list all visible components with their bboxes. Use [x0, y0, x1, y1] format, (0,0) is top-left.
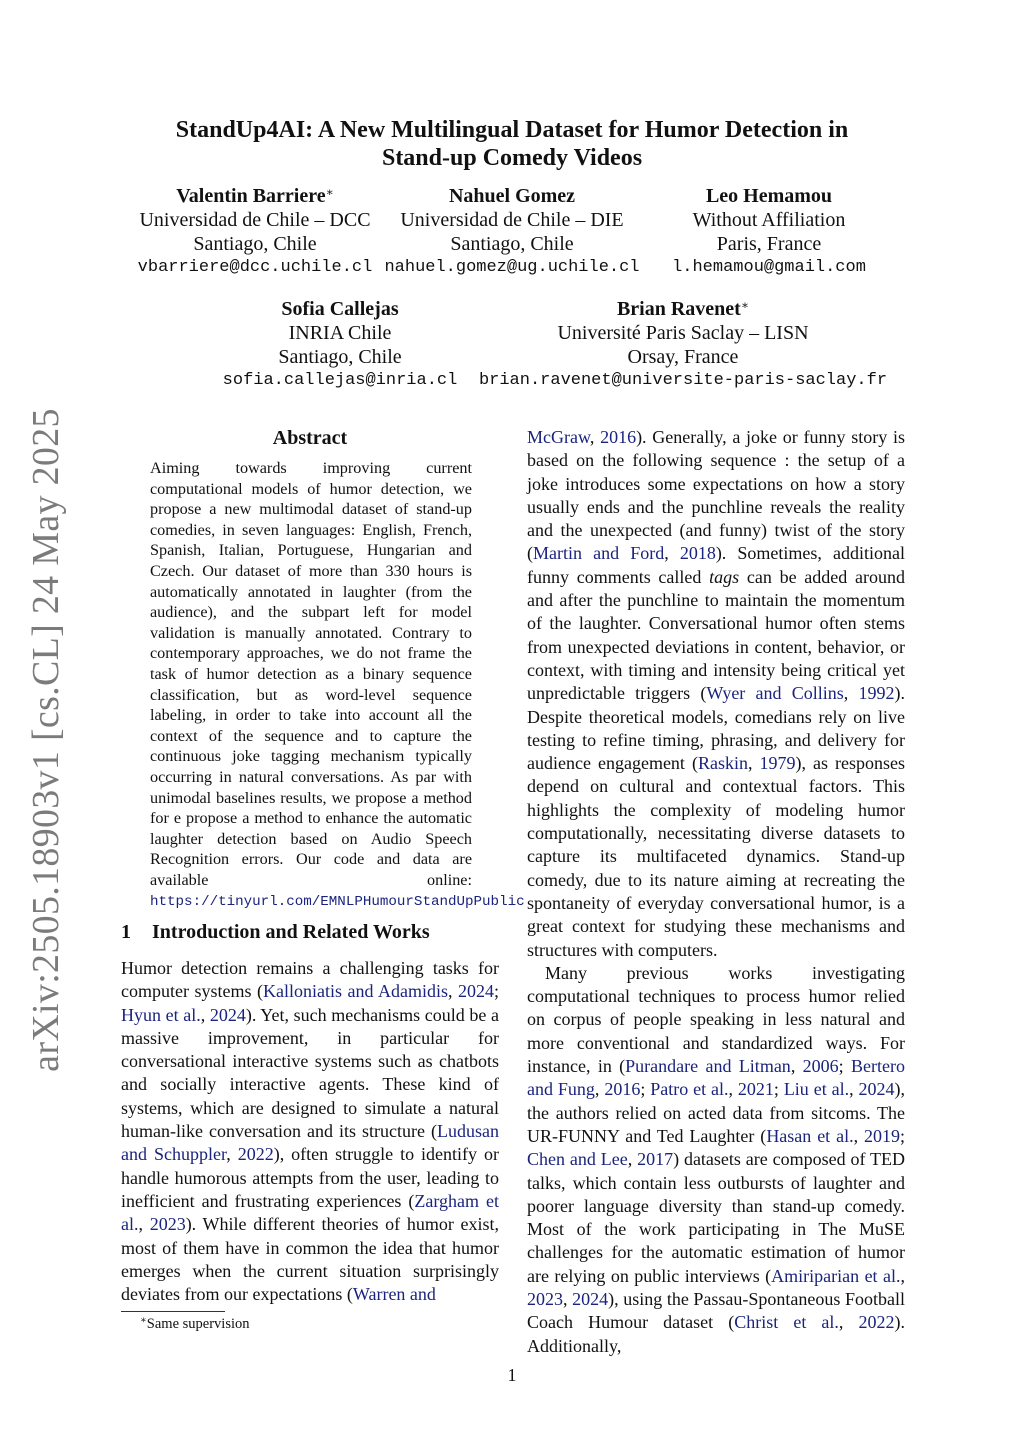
body-text: ,: [790, 1056, 803, 1077]
body-text: ,: [594, 1079, 605, 1100]
body-text: ,: [900, 1265, 905, 1286]
author-name: Leo Hemamou: [705, 185, 833, 207]
citation-link[interactable]: Hyun et al.: [121, 1004, 201, 1025]
body-text: ) datasets are composed of TED talks, which contain less outbursts of laughter and poorer language diversity than stand-up comedy. Most of the work participating in The MuSE challenges for the automatic estimation of humor are relying on public interviews (: [527, 1149, 906, 1286]
title-line-1: StandUp4AI: A New Multilingual Dataset for Humor Detection in: [175, 117, 849, 143]
author-email[interactable]: brian.ravenet@universite-paris-saclay.fr: [478, 371, 888, 390]
citation-link[interactable]: 2024: [209, 1004, 246, 1025]
body-text: ). While different theories of humor exist, most of them have in common the idea that humor emerges when the current situation surprisingly deviates from our expectations (: [121, 1214, 499, 1305]
citation-link[interactable]: 2022: [858, 1312, 895, 1333]
citation-link[interactable]: 2019: [864, 1125, 900, 1146]
author-name: Valentin Barriere: [176, 185, 326, 207]
arxiv-identifier-stamp: arXiv:2505.18903v1 [cs.CL] 24 May 2025: [25, 408, 67, 1072]
body-text: ), using the Passau-Spontaneous Football Coach Humour dataset (: [527, 1288, 906, 1333]
citation-link[interactable]: 1979: [759, 753, 796, 774]
citation-link[interactable]: 2018: [679, 543, 716, 564]
body-text: ,: [589, 427, 601, 447]
body-text: ,: [627, 1149, 638, 1170]
body-text: ;: [900, 1125, 906, 1146]
author-affiliation: Université Paris Saclay – LISN: [557, 322, 809, 344]
body-text: ;: [494, 981, 500, 1002]
code-data-link[interactable]: https://tinyurl.com/EMNLPHumourStandUpPublic: [150, 894, 525, 911]
citation-link[interactable]: 2016: [604, 1079, 641, 1100]
author-name: Brian Ravenet: [616, 298, 741, 320]
citation-link[interactable]: Patro et al.: [650, 1079, 729, 1100]
author-block-ravenet: [474, 297, 892, 393]
body-text: ), as responses depend on cultural and contextual factors. This highlights the complexity of modeling humor computationally, necessitating diverse datasets to capture its multifaceted dynamics. Stand-up comedy, due to its nature aiming at recreating the spontaneity of everyday conversational humor, is a great context for studying these mechanisms and structures with computers.: [527, 753, 905, 960]
author-block-barriere: [120, 184, 390, 280]
body-text: ). Yet, such mechanisms could be a massive improvement, in particular for conversational interactive systems such as chatbots and socially interactive agents. These kind of systems, which are designed to simulate a natural human-like conversation and its structure (: [121, 1004, 499, 1142]
body-text: ). Additionally,: [527, 1312, 905, 1356]
footnote: [140, 1315, 250, 1333]
author-block-hemamou: [654, 184, 884, 280]
author-block-gomez: [382, 184, 642, 280]
author-location: Santiago, Chile: [450, 233, 574, 255]
body-text: ,: [226, 1144, 238, 1165]
citation-link[interactable]: 2022: [237, 1144, 274, 1165]
right-column: [527, 426, 905, 1358]
author-location: Orsay, France: [627, 346, 739, 368]
paper-title: [120, 116, 904, 172]
citation-link[interactable]: 2024: [458, 981, 494, 1002]
section-number: 1: [121, 921, 131, 943]
body-text: ,: [853, 1125, 864, 1146]
body-text: ,: [664, 543, 680, 564]
citation-link[interactable]: Ludusan and Schuppler: [121, 1121, 499, 1165]
citation-link[interactable]: Raskin: [697, 753, 748, 774]
citation-link[interactable]: Liu et al.: [783, 1079, 850, 1100]
author-affiliation: Universidad de Chile – DIE: [400, 209, 624, 231]
citation-link[interactable]: Warren and: [352, 1284, 436, 1305]
citation-link[interactable]: 2016: [600, 427, 637, 447]
section-title: Introduction and Related Works: [152, 921, 430, 943]
body-text: ,: [200, 1004, 210, 1025]
author-name: Sofia Callejas: [281, 298, 399, 320]
abstract-heading: Abstract: [272, 427, 348, 449]
citation-link[interactable]: 2006: [802, 1056, 839, 1077]
body-text: ;: [838, 1056, 852, 1077]
citation-link[interactable]: 2017: [637, 1149, 674, 1170]
author-location: Santiago, Chile: [193, 233, 317, 255]
body-text: ,: [747, 753, 760, 774]
body-text: ,: [728, 1079, 738, 1100]
citation-link[interactable]: Christ et al.: [734, 1312, 839, 1333]
author-mark: ∗: [325, 185, 334, 199]
citation-link[interactable]: Zargham et al.: [121, 1190, 500, 1235]
author-email[interactable]: nahuel.gomez@ug.uchile.cl: [384, 258, 640, 277]
abstract-body-text: Aiming towards improving current computational models of humor detection, we propose a new multimodal dataset of stand-up comedies, in seven languages: English, French, Spanish, Italian, Portuguese, Hungarian and Czech. Our dataset of more than 330 hours is automatically annotated in laughter (from the audience), and the subpart left for model validation is manually annotated. Contrary to contemporary approaches, we do not frame the task of humor detection as a binary sequence classification, but as word-level sequence labeling, in order to take into account all the context of the sequence and to capture the continuous joke tagging mechanism typically occurring in natural conversations. As par with unimodal baselines results, we propose a method for e propose a method to enhance the automatic laughter detection based on Audio Speech Recognition errors. Our code and data are available online:: [150, 459, 472, 889]
intro-paragraph-left: [121, 957, 499, 1306]
citation-link[interactable]: Hasan et al.: [766, 1125, 854, 1146]
citation-link[interactable]: Wyer and Collins: [706, 683, 844, 704]
citation-link[interactable]: McGraw: [527, 427, 590, 447]
body-text: ,: [138, 1214, 150, 1235]
citation-link[interactable]: 2023: [149, 1214, 186, 1235]
body-text: can be added around and after the punchline to maintain the momentum of the laughter. Conversational humor often stems from unexpected deviations in content, behavior, or context, with timing and intensity being critical yet unpredictable triggers (: [527, 566, 905, 704]
page-number: 1: [507, 1365, 517, 1385]
author-affiliation: INRIA Chile: [288, 322, 392, 344]
body-text: ), the authors relied on acted data from sitcoms. The UR-FUNNY and Ted Laughter (: [527, 1079, 905, 1146]
citation-link[interactable]: 1992: [858, 683, 895, 704]
author-affiliation: Without Affiliation: [692, 209, 846, 231]
body-text: Many previous works investigating computational techniques to process humor relied on corpus of people speaking in less natural and more conventional and standardized ways. For instance, in (: [527, 962, 905, 1077]
intro-paragraph-right-1: [527, 426, 905, 962]
footnote-text: Same supervision: [146, 1316, 250, 1332]
citation-link[interactable]: 2024: [858, 1079, 895, 1100]
citation-link[interactable]: Martin and Ford: [533, 543, 665, 564]
footnote-divider: [121, 1311, 225, 1312]
body-text: ,: [849, 1079, 859, 1100]
citation-link[interactable]: Chen and Lee: [527, 1149, 628, 1170]
body-text: ,: [447, 981, 458, 1002]
body-text: ). Sometimes, additional funny comments called: [527, 543, 905, 587]
author-email[interactable]: vbarriere@dcc.uchile.cl: [137, 258, 373, 277]
author-block-callejas: [210, 297, 470, 393]
citation-link[interactable]: 2021: [737, 1079, 774, 1100]
author-email[interactable]: sofia.callejas@inria.cl: [222, 371, 458, 390]
author-email[interactable]: l.hemamou@gmail.com: [672, 258, 866, 277]
citation-link[interactable]: Purandare and Litman: [625, 1056, 791, 1077]
intro-paragraph-right-2: [527, 962, 905, 1358]
title-line-2: Stand-up Comedy Videos: [381, 145, 643, 171]
citation-link[interactable]: Amiriparian et al.: [771, 1265, 901, 1286]
body-text: ,: [563, 1288, 573, 1309]
body-text: ,: [838, 1312, 859, 1333]
citation-link[interactable]: Kalloniatis and Adamidis: [262, 981, 448, 1002]
section-heading: [121, 920, 501, 944]
author-affiliation: Universidad de Chile – DCC: [139, 209, 371, 231]
author-name: Nahuel Gomez: [448, 185, 576, 207]
citation-link[interactable]: Bertero and Fung: [527, 1056, 905, 1100]
emphasized-term: tags: [709, 566, 740, 587]
author-mark: ∗: [740, 298, 750, 312]
body-text: ). Despite theoretical models, comedians rely on live testing to refine timing, phrasing, and delivery for audience engagement (: [527, 683, 905, 774]
author-location: Santiago, Chile: [278, 346, 402, 368]
citation-link[interactable]: 2024: [572, 1288, 609, 1309]
author-location: Paris, France: [716, 233, 822, 255]
abstract-text: [150, 458, 525, 913]
body-text: ). Generally, a joke or funny story is based on the following sequence : the setup of a joke introduces some expectations on how a story usually ends and the punchline reveals the reality and the unexpected (and funny) twist of the story (: [527, 427, 906, 564]
body-text: ;: [773, 1079, 784, 1100]
citation-link[interactable]: 2023: [527, 1288, 563, 1309]
body-text: ), often struggle to identify or handle humorous attempts from the user, leading to inefficient and frustrating experiences (: [121, 1144, 499, 1211]
body-text: ,: [843, 683, 859, 704]
body-text: ;: [640, 1079, 651, 1100]
body-text: Humor detection remains a challenging tasks for computer systems (: [121, 958, 499, 1002]
footnote-mark: ∗: [140, 1315, 147, 1326]
